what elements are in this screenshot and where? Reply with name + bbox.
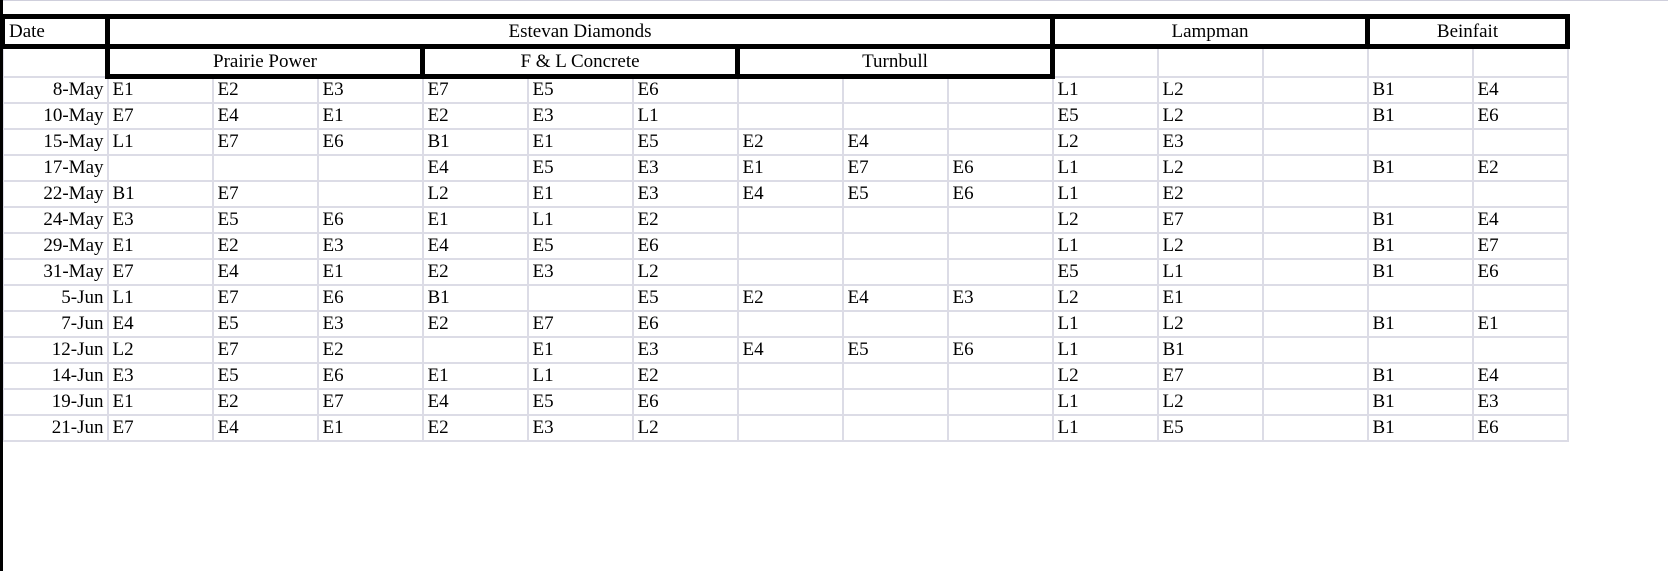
table-cell[interactable]: [1368, 181, 1473, 207]
table-cell[interactable]: E6: [948, 155, 1053, 181]
table-cell[interactable]: E7: [1158, 207, 1263, 233]
table-row: [3, 285, 1568, 311]
table-cell[interactable]: E6: [1473, 103, 1568, 129]
table-cell[interactable]: L1: [1053, 155, 1158, 181]
table-cell[interactable]: L1: [1053, 181, 1158, 207]
table-cell[interactable]: E3: [633, 155, 738, 181]
table-cell[interactable]: [528, 285, 633, 311]
table-cell[interactable]: [738, 103, 843, 129]
subheader-row: [3, 47, 1568, 77]
table-cell[interactable]: L2: [1158, 311, 1263, 337]
table-cell[interactable]: E5: [528, 77, 633, 103]
table-cell[interactable]: E7: [1158, 363, 1263, 389]
table-cell[interactable]: L1: [1053, 415, 1158, 441]
table-cell[interactable]: [1263, 311, 1368, 337]
table-cell[interactable]: E1: [108, 233, 213, 259]
date-cell[interactable]: 12-Jun: [3, 337, 108, 363]
table-cell[interactable]: E4: [213, 415, 318, 441]
table-cell[interactable]: L2: [633, 415, 738, 441]
table-cell[interactable]: E3: [1158, 129, 1263, 155]
table-cell[interactable]: E4: [423, 155, 528, 181]
table-cell[interactable]: [843, 363, 948, 389]
table-cell[interactable]: B1: [1368, 311, 1473, 337]
table-cell[interactable]: E6: [948, 337, 1053, 363]
table-cell[interactable]: E1: [528, 181, 633, 207]
table-cell[interactable]: E1: [1158, 285, 1263, 311]
table-cell[interactable]: E5: [528, 233, 633, 259]
table-cell[interactable]: E3: [1473, 389, 1568, 415]
table-cell[interactable]: [1263, 415, 1368, 441]
table-cell[interactable]: E1: [318, 259, 423, 285]
table-cell[interactable]: L2: [1053, 207, 1158, 233]
left-border: [0, 0, 3, 571]
table-row: [3, 337, 1568, 363]
table-cell[interactable]: B1: [423, 285, 528, 311]
table-cell[interactable]: L2: [1158, 103, 1263, 129]
table-cell[interactable]: E6: [318, 129, 423, 155]
table-row: [3, 103, 1568, 129]
table-cell[interactable]: L2: [1158, 389, 1263, 415]
table-cell[interactable]: E6: [318, 363, 423, 389]
table-cell[interactable]: E2: [423, 259, 528, 285]
table-cell[interactable]: E2: [423, 103, 528, 129]
table-cell[interactable]: B1: [1368, 103, 1473, 129]
table-cell[interactable]: E2: [1473, 155, 1568, 181]
table-cell[interactable]: E1: [108, 389, 213, 415]
table-row: [3, 77, 1568, 103]
table-cell[interactable]: L2: [633, 259, 738, 285]
table-cell[interactable]: E5: [213, 311, 318, 337]
table-cell[interactable]: [843, 415, 948, 441]
table-cell[interactable]: [1263, 155, 1368, 181]
table-cell[interactable]: E3: [318, 77, 423, 103]
table-cell[interactable]: E7: [843, 155, 948, 181]
table-cell[interactable]: [948, 389, 1053, 415]
table-cell[interactable]: L2: [108, 337, 213, 363]
table-cell[interactable]: E5: [1158, 415, 1263, 441]
table-cell[interactable]: E6: [1473, 415, 1568, 441]
table-cell[interactable]: [1263, 129, 1368, 155]
table-cell[interactable]: B1: [1368, 155, 1473, 181]
table-cell[interactable]: [948, 311, 1053, 337]
lampman-header: Lampman: [1053, 17, 1368, 47]
table-cell[interactable]: [1368, 337, 1473, 363]
table-cell[interactable]: E1: [1473, 311, 1568, 337]
table-cell[interactable]: E1: [528, 337, 633, 363]
table-cell[interactable]: E4: [738, 181, 843, 207]
table-row: [3, 259, 1568, 285]
table-cell[interactable]: E7: [213, 337, 318, 363]
table-cell[interactable]: [948, 207, 1053, 233]
table-cell[interactable]: B1: [1368, 389, 1473, 415]
table-cell[interactable]: E7: [423, 77, 528, 103]
table-cell[interactable]: E5: [633, 129, 738, 155]
table-cell[interactable]: [948, 363, 1053, 389]
table-cell[interactable]: L2: [1158, 77, 1263, 103]
table-cell[interactable]: E1: [318, 103, 423, 129]
table-cell[interactable]: [1263, 207, 1368, 233]
table-cell[interactable]: E2: [423, 415, 528, 441]
table-row: [3, 389, 1568, 415]
date-cell[interactable]: 19-Jun: [3, 389, 108, 415]
subheader-blank: [1158, 47, 1263, 77]
table-cell[interactable]: E4: [1473, 207, 1568, 233]
table-cell[interactable]: E3: [528, 103, 633, 129]
table-cell[interactable]: E3: [108, 207, 213, 233]
table-cell[interactable]: L2: [1053, 363, 1158, 389]
table-row: [3, 155, 1568, 181]
table-cell[interactable]: B1: [423, 129, 528, 155]
table-cell[interactable]: [1263, 233, 1368, 259]
table-cell[interactable]: [738, 77, 843, 103]
date-cell[interactable]: 24-May: [3, 207, 108, 233]
table-cell[interactable]: E5: [1053, 259, 1158, 285]
table-cell[interactable]: L1: [1053, 77, 1158, 103]
table-cell[interactable]: L1: [1053, 311, 1158, 337]
table-cell[interactable]: B1: [1368, 363, 1473, 389]
table-cell[interactable]: [1263, 363, 1368, 389]
table-cell[interactable]: E6: [633, 77, 738, 103]
table-cell[interactable]: E7: [318, 389, 423, 415]
table-cell[interactable]: [1263, 285, 1368, 311]
table-cell[interactable]: [1263, 389, 1368, 415]
table-cell[interactable]: [843, 77, 948, 103]
prairie-power-header: Prairie Power: [108, 47, 423, 77]
table-cell[interactable]: [1368, 129, 1473, 155]
subheader-blank: [1473, 47, 1568, 77]
table-cell[interactable]: [948, 129, 1053, 155]
date-cell[interactable]: 7-Jun: [3, 311, 108, 337]
table-cell[interactable]: B1: [1368, 233, 1473, 259]
table-cell[interactable]: E2: [213, 233, 318, 259]
table-cell[interactable]: E2: [633, 363, 738, 389]
table-cell[interactable]: E7: [213, 285, 318, 311]
date-header: Date: [3, 17, 108, 47]
table-cell[interactable]: E4: [213, 259, 318, 285]
table-cell[interactable]: [1263, 103, 1368, 129]
table-cell[interactable]: B1: [1368, 259, 1473, 285]
table-cell[interactable]: E6: [633, 233, 738, 259]
table-cell[interactable]: E3: [318, 233, 423, 259]
beinfait-header: Beinfait: [1368, 17, 1568, 47]
table-cell[interactable]: E7: [108, 415, 213, 441]
table-cell[interactable]: B1: [1158, 337, 1263, 363]
table-cell[interactable]: E6: [948, 181, 1053, 207]
date-cell[interactable]: 31-May: [3, 259, 108, 285]
table-cell[interactable]: [843, 389, 948, 415]
table-cell[interactable]: [1263, 259, 1368, 285]
table-cell[interactable]: [948, 77, 1053, 103]
table-cell[interactable]: E7: [108, 259, 213, 285]
table-cell[interactable]: L1: [633, 103, 738, 129]
table-cell[interactable]: E2: [423, 311, 528, 337]
estevan-diamonds-header: Estevan Diamonds: [108, 17, 1053, 47]
table-cell[interactable]: E4: [423, 389, 528, 415]
table-cell[interactable]: E7: [528, 311, 633, 337]
table-cell[interactable]: [738, 415, 843, 441]
table-cell[interactable]: L1: [528, 363, 633, 389]
table-cell[interactable]: E2: [1158, 181, 1263, 207]
table-cell[interactable]: [318, 155, 423, 181]
table-row: [3, 311, 1568, 337]
table-cell[interactable]: E7: [213, 181, 318, 207]
table-cell[interactable]: E2: [633, 207, 738, 233]
table-cell[interactable]: [843, 311, 948, 337]
table-cell[interactable]: E4: [1473, 363, 1568, 389]
subheader-blank: [1053, 47, 1158, 77]
table-cell[interactable]: L2: [1158, 155, 1263, 181]
table-cell[interactable]: E6: [1473, 259, 1568, 285]
table-cell[interactable]: E2: [738, 129, 843, 155]
table-cell[interactable]: E5: [843, 337, 948, 363]
table-cell[interactable]: L1: [528, 207, 633, 233]
table-cell[interactable]: E6: [318, 207, 423, 233]
table-cell[interactable]: E3: [633, 181, 738, 207]
table-cell[interactable]: [1473, 181, 1568, 207]
table-cell[interactable]: B1: [108, 181, 213, 207]
top-divider: [0, 0, 1668, 1]
table-cell[interactable]: E5: [213, 207, 318, 233]
table-cell[interactable]: [843, 207, 948, 233]
table-cell[interactable]: [738, 363, 843, 389]
table-cell[interactable]: L1: [1053, 389, 1158, 415]
turnbull-header: Turnbull: [738, 47, 1053, 77]
table-cell[interactable]: [423, 337, 528, 363]
table-cell[interactable]: [738, 311, 843, 337]
table-cell[interactable]: E7: [1473, 233, 1568, 259]
table-cell[interactable]: [1473, 285, 1568, 311]
table-row: [3, 415, 1568, 441]
table-cell[interactable]: E3: [108, 363, 213, 389]
table-cell[interactable]: L2: [1053, 129, 1158, 155]
date-cell[interactable]: 5-Jun: [3, 285, 108, 311]
table-cell[interactable]: E1: [318, 415, 423, 441]
table-cell[interactable]: E4: [423, 233, 528, 259]
table-cell[interactable]: [318, 181, 423, 207]
table-cell[interactable]: E3: [948, 285, 1053, 311]
table-cell[interactable]: L1: [108, 285, 213, 311]
table-cell[interactable]: E5: [843, 181, 948, 207]
date-cell[interactable]: 22-May: [3, 181, 108, 207]
table-cell[interactable]: E6: [318, 285, 423, 311]
table-row: [3, 233, 1568, 259]
table-cell[interactable]: [948, 103, 1053, 129]
table-row: [3, 129, 1568, 155]
table-cell[interactable]: [108, 155, 213, 181]
subheader-blank: [3, 47, 108, 77]
table-cell[interactable]: [1473, 337, 1568, 363]
table-cell[interactable]: E4: [1473, 77, 1568, 103]
header-row: [3, 17, 1568, 47]
date-cell[interactable]: 17-May: [3, 155, 108, 181]
table-cell[interactable]: E5: [528, 155, 633, 181]
table-cell[interactable]: E1: [423, 363, 528, 389]
table-cell[interactable]: B1: [1368, 415, 1473, 441]
table-row: [3, 363, 1568, 389]
table-cell[interactable]: E5: [1053, 103, 1158, 129]
table-cell[interactable]: L2: [423, 181, 528, 207]
table-cell[interactable]: [738, 389, 843, 415]
table-cell[interactable]: E5: [528, 389, 633, 415]
table-cell[interactable]: B1: [1368, 207, 1473, 233]
schedule-table: [0, 14, 1570, 442]
table-cell[interactable]: E7: [213, 129, 318, 155]
table-row: [3, 207, 1568, 233]
table-cell[interactable]: E3: [318, 311, 423, 337]
table-cell[interactable]: E6: [633, 389, 738, 415]
table-cell[interactable]: E2: [318, 337, 423, 363]
date-cell[interactable]: 14-Jun: [3, 363, 108, 389]
table-cell[interactable]: E4: [213, 103, 318, 129]
table-cell[interactable]: E1: [423, 207, 528, 233]
table-cell[interactable]: [1263, 77, 1368, 103]
table-cell[interactable]: E2: [213, 389, 318, 415]
table-cell[interactable]: E2: [738, 285, 843, 311]
table-cell[interactable]: L1: [108, 129, 213, 155]
table-cell[interactable]: E4: [738, 337, 843, 363]
table-cell[interactable]: E3: [528, 259, 633, 285]
table-cell[interactable]: L1: [1158, 259, 1263, 285]
table-cell[interactable]: E3: [528, 415, 633, 441]
table-cell[interactable]: [948, 233, 1053, 259]
table-cell[interactable]: [843, 259, 948, 285]
table-cell[interactable]: E5: [633, 285, 738, 311]
fl-concrete-header: F & L Concrete: [423, 47, 738, 77]
table-cell[interactable]: [738, 207, 843, 233]
table-cell[interactable]: [948, 415, 1053, 441]
table-cell[interactable]: L2: [1158, 233, 1263, 259]
subheader-blank: [1263, 47, 1368, 77]
table-cell[interactable]: [1368, 285, 1473, 311]
table-cell[interactable]: [843, 233, 948, 259]
table-cell[interactable]: E2: [213, 77, 318, 103]
table-cell[interactable]: L1: [1053, 233, 1158, 259]
subheader-blank: [1368, 47, 1473, 77]
table-cell[interactable]: [1263, 337, 1368, 363]
table-cell[interactable]: E5: [213, 363, 318, 389]
table-cell[interactable]: E1: [108, 77, 213, 103]
table-cell[interactable]: B1: [1368, 77, 1473, 103]
table-cell[interactable]: [738, 233, 843, 259]
table-cell[interactable]: L1: [1053, 337, 1158, 363]
table-cell[interactable]: E6: [633, 311, 738, 337]
table-row: [3, 181, 1568, 207]
table-cell[interactable]: [843, 103, 948, 129]
table-cell[interactable]: E7: [108, 103, 213, 129]
date-cell[interactable]: 15-May: [3, 129, 108, 155]
table-cell[interactable]: E4: [843, 285, 948, 311]
table-cell[interactable]: E3: [633, 337, 738, 363]
table-cell[interactable]: [213, 155, 318, 181]
table-cell[interactable]: [1263, 181, 1368, 207]
table-cell[interactable]: [1473, 129, 1568, 155]
table-cell[interactable]: [738, 259, 843, 285]
date-cell[interactable]: 10-May: [3, 103, 108, 129]
date-cell[interactable]: 21-Jun: [3, 415, 108, 441]
table-cell[interactable]: E1: [738, 155, 843, 181]
table-cell[interactable]: [948, 259, 1053, 285]
date-cell[interactable]: 29-May: [3, 233, 108, 259]
table-cell[interactable]: E4: [108, 311, 213, 337]
table-cell[interactable]: L2: [1053, 285, 1158, 311]
table-cell[interactable]: E4: [843, 129, 948, 155]
table-cell[interactable]: E1: [528, 129, 633, 155]
date-cell[interactable]: 8-May: [3, 77, 108, 103]
